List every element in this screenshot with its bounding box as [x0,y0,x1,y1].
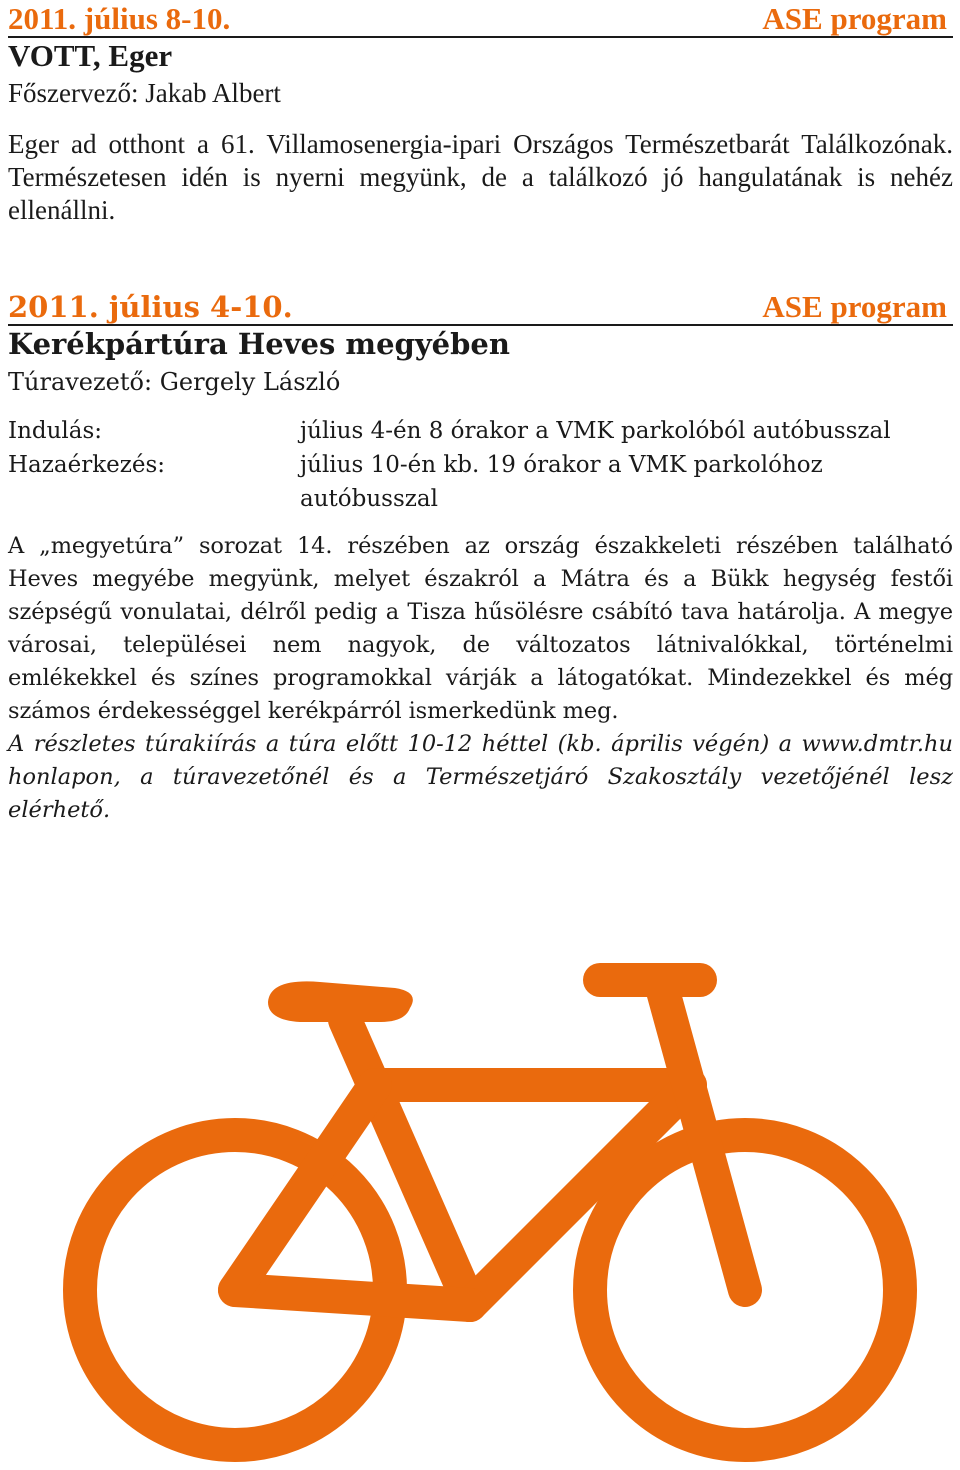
bicycle-icon [0,960,960,1470]
event2-date: 2011. július 4-10. [8,290,293,324]
event1-program-tag: ASE program [762,1,947,36]
event1-organizer-label: Főszervező: [8,78,139,108]
event1-description: Eger ad otthont a 61. Villamosenergia-ipari Országos Természetbarát Találkozónak. Természetesen idén is nyerni megyünk, de a találkozó jó hangulatának is nehéz ellenállni. [8,129,953,225]
event2-leader-name: Gergely László [159,368,341,396]
event2-title: Kerékpártúra Heves megyében [8,327,510,361]
event1-title: VOTT, Eger [8,38,173,73]
event2-leader [8,362,953,402]
schedule-label: Indulás: [8,418,103,444]
schedule-row-return [8,448,953,516]
chain-stay [235,1290,470,1305]
event1-header [8,0,953,38]
event2-description: A „megyetúra” sorozat 14. részében az ország északkeleti részében található Heves megyébe megyünk, melyet északról a Mátra és a Bükk hegység festői szépségű vonulatai, délről pedig a Tisza hűsölésre csábító tava határolja. A megye városai, települései nem nagyok, de változatos látnivalókkal, történelmi emlékekkel és színes programokkal várják a látogatókat. Mindezekkel és még számos érdekességgel kerékpárról ismerkedünk meg. [8,533,953,724]
event2-note: A részletes túrakiírás a túra előtt 10-12 héttel (kb. április végén) a www.dmtr.hu honlapon, a túravezetőnél és a Természetjáró Szakosztály vezetőjénél lesz elérhető. [8,731,953,823]
event2-leader-label: Túravezető: [8,368,153,396]
article-page [8,0,953,827]
saddle [268,981,413,1022]
event2-header [8,288,953,326]
event1-organizer [8,74,953,112]
event1-date: 2011. július 8-10. [8,1,231,36]
schedule-row-departure [8,414,953,448]
schedule-value: július 10-én kb. 19 órakor a VMK parkolóhoz autóbusszal [300,452,823,512]
schedule-label: Hazaérkezés: [8,452,166,478]
event2-schedule [8,414,953,516]
schedule-value: július 4-én 8 órakor a VMK parkolóból autóbusszal [300,418,891,444]
event1-organizer-name: Jakab Albert [145,78,281,108]
seat-tube [345,1020,470,1305]
event2-program-tag: ASE program [762,289,947,324]
